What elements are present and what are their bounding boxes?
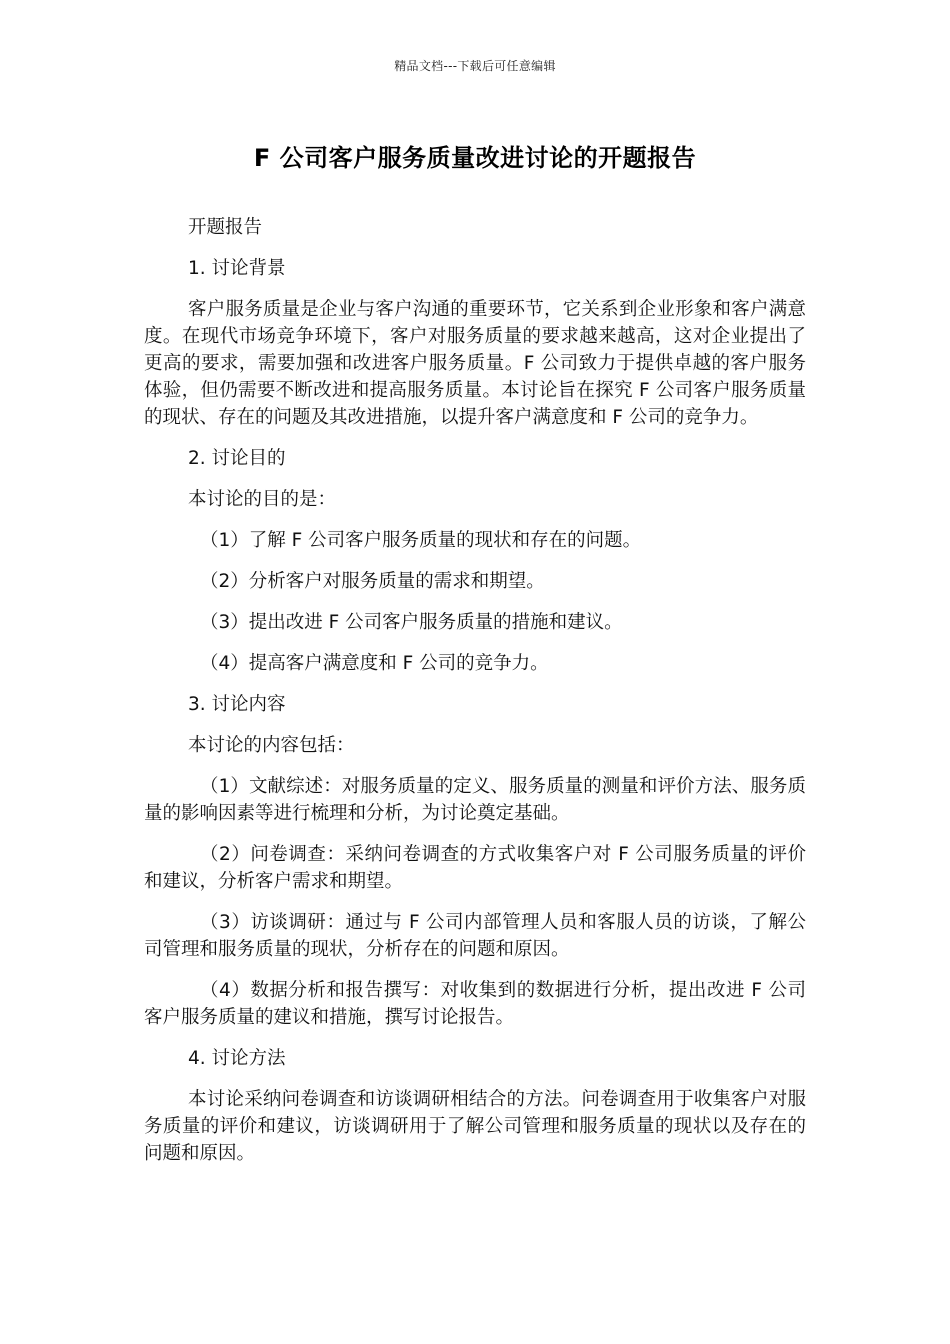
- list-item: （3）访谈调研：通过与 F 公司内部管理人员和客服人员的访谈，了解公司管理和服务质量的现状，分析存在的问题和原因。: [144, 912, 806, 960]
- section-heading: 2. 讨论目的: [188, 448, 286, 469]
- list-item: （2）分析客户对服务质量的需求和期望。: [200, 571, 545, 592]
- list-item: （2）问卷调查：采纳问卷调查的方式收集客户对 F 公司服务质量的评价和建议，分析客户需求和期望。: [144, 844, 806, 892]
- list-item: （4）数据分析和报告撰写：对收集到的数据进行分析，提出改进 F 公司客户服务质量的建议和措施，撰写讨论报告。: [144, 980, 806, 1028]
- body-paragraph: 本讨论的内容包括：: [188, 735, 355, 756]
- body-paragraph: 客户服务质量是企业与客户沟通的重要环节，它关系到企业形象和客户满意度。在现代市场竞争环境下，客户对服务质量的要求越来越高，这对企业提出了更高的要求，需要加强和改进客户服务质量。F 公司致力于提供卓越的客户服务体验，但仍需要不断改进和提高服务质量。本讨论旨在探究 F 公司客户服务质量的现状、存在的问题及其改进措施，以提升客户满意度和 F 公司的竞争力。: [144, 299, 806, 428]
- document-title: F 公司客户服务质量改进讨论的开题报告: [253, 144, 697, 172]
- header-note: 精品文档---下载后可任意编辑: [394, 59, 556, 73]
- list-item: （3）提出改进 F 公司客户服务质量的措施和建议。: [200, 612, 623, 633]
- list-item: （4）提高客户满意度和 F 公司的竞争力。: [200, 653, 549, 674]
- section-heading: 1. 讨论背景: [188, 258, 286, 279]
- section-heading: 4. 讨论方法: [188, 1048, 286, 1069]
- document-body: [144, 214, 806, 1181]
- section-label: 开题报告: [188, 217, 263, 238]
- section-heading: 3. 讨论内容: [188, 694, 286, 715]
- body-paragraph: 本讨论采纳问卷调查和访谈调研相结合的方法。问卷调查用于收集客户对服务质量的评价和建议，访谈调研用于了解公司管理和服务质量的现状以及存在的问题和原因。: [144, 1089, 806, 1164]
- list-item: （1）了解 F 公司客户服务质量的现状和存在的问题。: [200, 530, 642, 551]
- body-paragraph: 本讨论的目的是：: [188, 489, 337, 510]
- list-item: （1）文献综述：对服务质量的定义、服务质量的测量和评价方法、服务质量的影响因素等进行梳理和分析，为讨论奠定基础。: [144, 776, 806, 824]
